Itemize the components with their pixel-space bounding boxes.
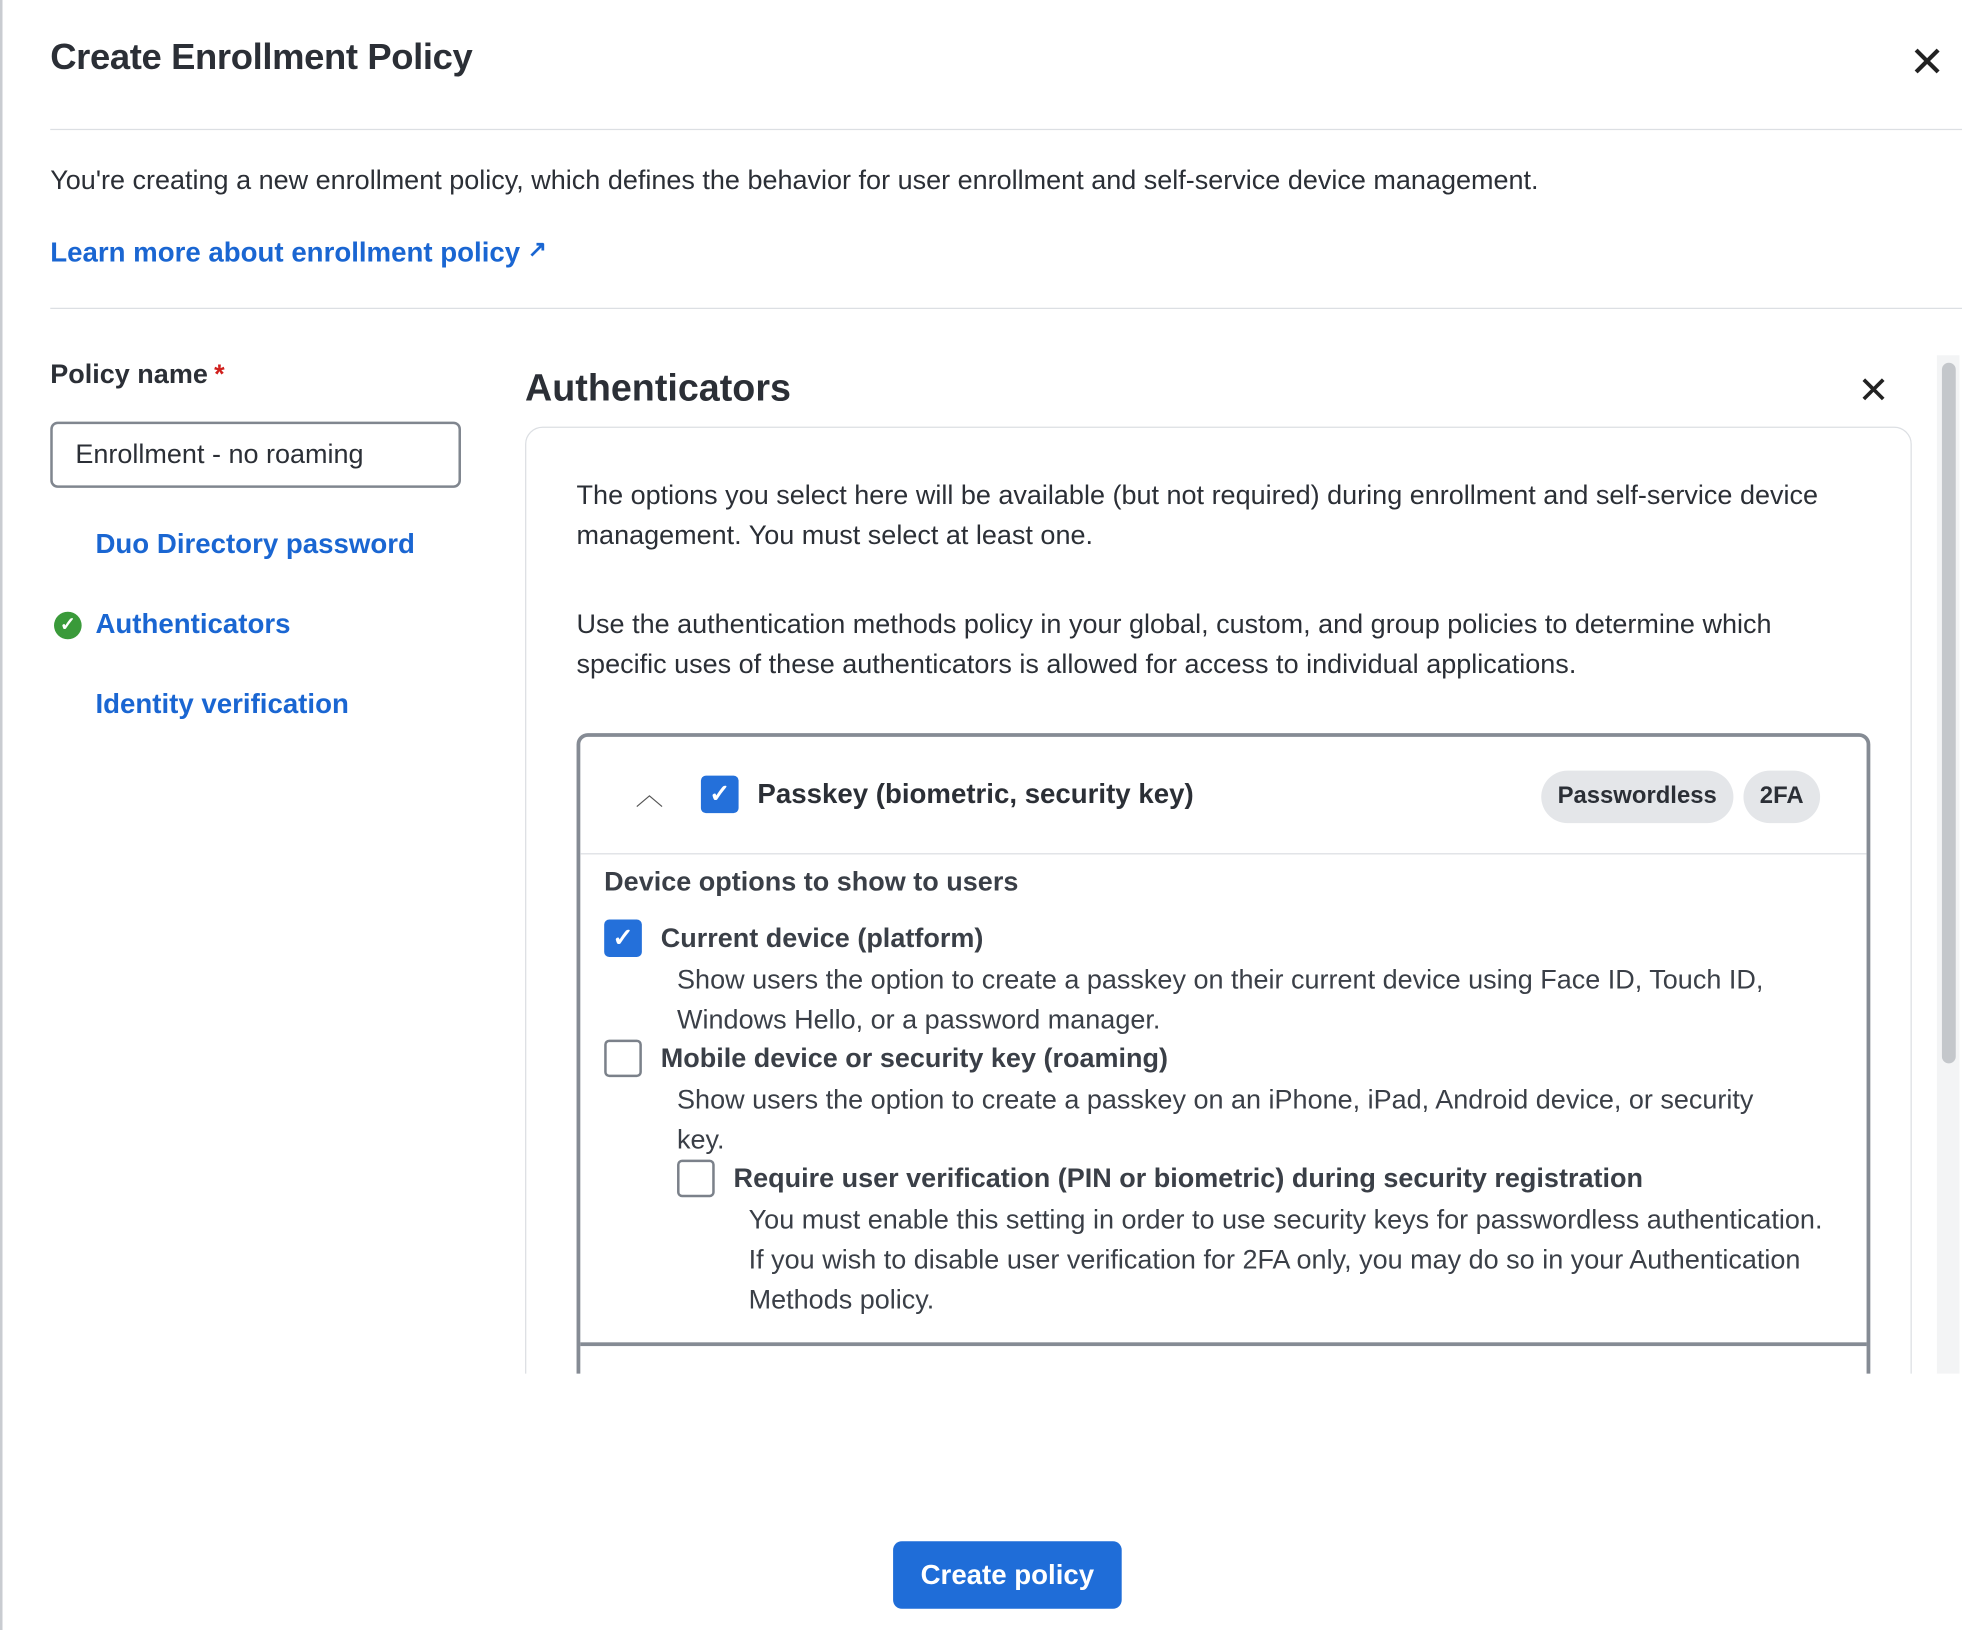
close-section-icon[interactable]: ✕ [1857, 370, 1890, 412]
external-link-icon: ↗ [527, 236, 547, 262]
user-verification-checkbox[interactable] [677, 1160, 715, 1198]
current-device-checkbox[interactable]: ✓ [604, 919, 642, 957]
divider [580, 1342, 1866, 1346]
authenticators-card [525, 427, 1912, 1374]
required-mark: * [214, 359, 225, 390]
intro-paragraph-2: Use the authentication methods policy in your global, custom, and group policies to determine which specific uses of these authenticators is allowed for access to individual applications. [576, 609, 1772, 680]
badge-2fa: 2FA [1743, 771, 1819, 824]
intro-paragraph-1: The options you select here will be available (but not required) during enrollment and self-service device management. You must select at least one. [576, 480, 1819, 551]
user-verification-description: You must enable this setting in order to use security keys for passwordless authentication. If you wish to disable user verification for 2FA only, you may do so in your Authentication Methods policy. [748, 1204, 1823, 1315]
chevron-up-icon[interactable]: ︿ [635, 779, 664, 811]
close-icon[interactable]: ✕ [1909, 38, 1946, 87]
authenticators-panel [505, 350, 1931, 1373]
nav-item-identity-verification[interactable]: Identity verification [95, 688, 349, 720]
dialog-title: Create Enrollment Policy [50, 37, 473, 78]
roaming-description: Show users the option to create a passkey on an iPhone, iPad, Android device, or security key. [677, 1084, 1754, 1155]
scrollbar-thumb[interactable] [1942, 363, 1956, 1064]
create-policy-button[interactable]: Create policy [893, 1541, 1122, 1609]
learn-more-label: Learn more about enrollment policy [50, 236, 521, 268]
current-device-description: Show users the option to create a passkey on their current device using Face ID, Touch ID, Windows Hello, or a password manager. [677, 964, 1764, 1035]
current-device-label: Current device (platform) [660, 923, 984, 954]
passkey-authenticator [577, 733, 1871, 1374]
nav-item-duo-directory-password[interactable]: Duo Directory password [95, 527, 415, 560]
check-circle-icon: ✓ [54, 612, 82, 640]
policy-name-label [50, 359, 224, 390]
divider [50, 129, 1962, 130]
passkey-checkbox[interactable]: ✓ [701, 776, 739, 814]
passkey-label: Passkey (biometric, security key) [757, 778, 1194, 810]
user-verification-label: Require user verification (PIN or biometric) during security registration [733, 1163, 1643, 1194]
roaming-checkbox[interactable] [604, 1040, 642, 1078]
intro-description: You're creating a new enrollment policy, which defines the behavior for user enrollment and self-service device management. [50, 165, 1539, 196]
policy-name-label-text: Policy name [50, 359, 208, 390]
section-title: Authenticators [525, 367, 791, 410]
learn-more-link[interactable] [50, 236, 547, 269]
divider [50, 308, 1962, 309]
divider [580, 853, 1866, 854]
nav-item-authenticators[interactable]: Authenticators [95, 607, 291, 640]
policy-name-input[interactable] [50, 422, 461, 488]
badge-passwordless: Passwordless [1541, 771, 1733, 824]
roaming-label: Mobile device or security key (roaming) [660, 1043, 1168, 1074]
device-options-heading: Device options to show to users [604, 866, 1019, 897]
